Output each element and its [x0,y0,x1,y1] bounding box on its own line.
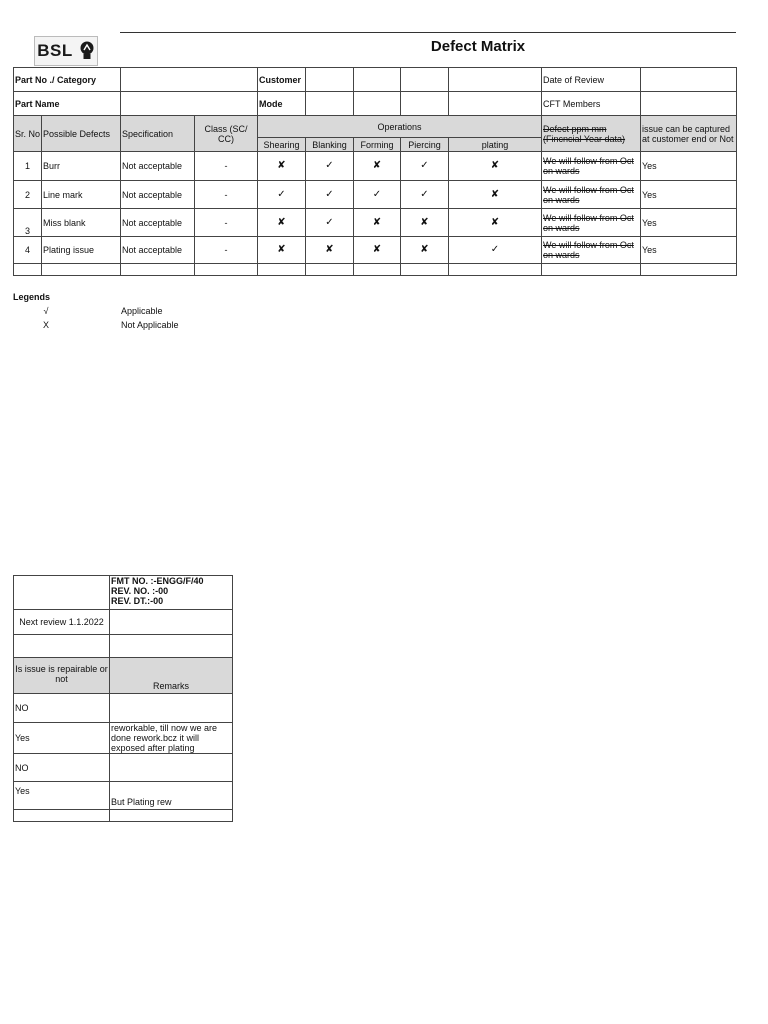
captured-cell: Yes [641,181,737,209]
op-mark: ✓ [258,181,306,209]
table-row [14,723,233,754]
logo-text: BSL [37,41,73,60]
sr-no-cell: 3 [14,209,42,237]
cft-value[interactable] [641,92,737,116]
op-plating-header: plating [449,138,542,152]
sr-no-cell: 1 [14,152,42,181]
table-row [14,209,737,237]
review-remarks-table [13,575,233,822]
op-mark: ✘ [258,209,306,237]
class-cell: - [195,209,258,237]
date-review-value[interactable] [641,68,737,92]
repairable-cell: NO [14,754,110,782]
ppm-cell: We will follow from Oct on wards [542,152,641,181]
class-cell: - [195,181,258,209]
next-review: Next review 1.1.2022 [14,610,110,635]
customer-cell[interactable] [354,68,401,92]
rev-dt: REV. DT.:-00 [111,596,164,606]
op-forming-header: Forming [354,138,401,152]
remarks-header: Remarks [110,658,233,694]
date-review-label: Date of Review [542,68,641,92]
mode-cell[interactable] [401,92,449,116]
customer-cell[interactable] [401,68,449,92]
remarks-cell [110,754,233,782]
class-cell: - [195,152,258,181]
table-row [14,152,737,181]
defect-cell: Plating issue [42,237,121,264]
defect-matrix-table [13,67,737,276]
mode-cell[interactable] [354,92,401,116]
repairable-cell: Yes [14,782,110,810]
part-no-label: Part No ./ Category [14,68,121,92]
captured-cell: Yes [641,237,737,264]
op-mark: ✘ [258,237,306,264]
defect-ppm-header: Defect ppm mm (Fincncial Year data) [542,116,641,152]
op-mark: ✓ [449,237,542,264]
ppm-cell: We will follow from Oct on wards [542,209,641,237]
form-ref-cell [110,576,233,610]
legend-not-applicable-text: Not Applicable [121,320,179,330]
op-mark: ✘ [401,237,449,264]
operations-header: Operations [258,116,542,138]
legend-applicable-symbol: √ [43,306,49,316]
op-mark: ✓ [306,209,354,237]
sr-no-header: Sr. No [14,116,42,152]
op-mark: ✓ [306,181,354,209]
empty-row [14,264,737,276]
repairable-header: Is issue is repairable or not [14,658,110,694]
table-row [14,754,233,782]
ppm-cell: We will follow from Oct on wards [542,237,641,264]
legend-applicable-text: Applicable [121,306,163,316]
op-blanking-header: Blanking [306,138,354,152]
header-rule [120,32,736,33]
mode-cell[interactable] [449,92,542,116]
mode-label: Mode [258,92,306,116]
mode-cell[interactable] [306,92,354,116]
sr-no-cell: 4 [14,237,42,264]
company-logo [34,36,98,66]
remarks-cell: reworkable, till now we are done rework.bcz it will exposed after plating [110,723,233,754]
table-row [14,694,233,723]
part-no-value[interactable] [121,68,258,92]
op-mark: ✓ [401,152,449,181]
repairable-cell: NO [14,694,110,723]
rev-no: REV. NO. :-00 [111,586,169,596]
op-mark: ✘ [449,152,542,181]
customer-cell[interactable] [449,68,542,92]
legend-title: Legends [13,292,51,302]
cft-label: CFT Members [542,92,641,116]
part-name-value[interactable] [121,92,258,116]
op-mark: ✓ [401,181,449,209]
op-shearing-header: Shearing [258,138,306,152]
defect-cell: Line mark [42,181,121,209]
sr-no-cell: 2 [14,181,42,209]
op-mark: ✘ [354,237,401,264]
captured-header: issue can be captured at customer end or Not [641,116,737,152]
specification-header: Specification [121,116,195,152]
legend-not-applicable-symbol: X [42,320,49,330]
class-header: Class (SC/ CC) [195,116,258,152]
op-mark: ✘ [354,209,401,237]
spec-cell: Not acceptable [121,181,195,209]
op-mark: ✘ [449,209,542,237]
op-mark: ✓ [354,181,401,209]
remarks-cell [110,694,233,723]
table-row [14,782,233,810]
customer-cell[interactable] [306,68,354,92]
table-row [14,237,737,264]
fmt-no: FMT NO. :-ENGG/F/40 [111,576,204,586]
customer-label: Customer [258,68,306,92]
spec-cell: Not acceptable [121,209,195,237]
remarks-cell: But Plating rew [110,782,233,810]
op-mark: ✘ [258,152,306,181]
op-piercing-header: Piercing [401,138,449,152]
op-mark: ✘ [354,152,401,181]
op-mark: ✘ [306,237,354,264]
op-mark: ✓ [306,152,354,181]
spec-cell: Not acceptable [121,237,195,264]
repairable-cell: Yes [14,723,110,754]
class-cell: - [195,237,258,264]
table-row [14,181,737,209]
captured-cell: Yes [641,152,737,181]
defect-cell: Burr [42,152,121,181]
captured-cell: Yes [641,209,737,237]
defect-cell: Miss blank [42,209,121,237]
op-mark: ✘ [401,209,449,237]
next-review-value[interactable] [110,610,233,635]
op-mark: ✘ [449,181,542,209]
spec-cell: Not acceptable [121,152,195,181]
bulb-logo-icon [79,41,95,61]
ppm-cell: We will follow from Oct on wards [542,181,641,209]
page-title: Defect Matrix [430,38,526,55]
part-name-label: Part Name [14,92,121,116]
possible-defects-header: Possible Defects [42,116,121,152]
